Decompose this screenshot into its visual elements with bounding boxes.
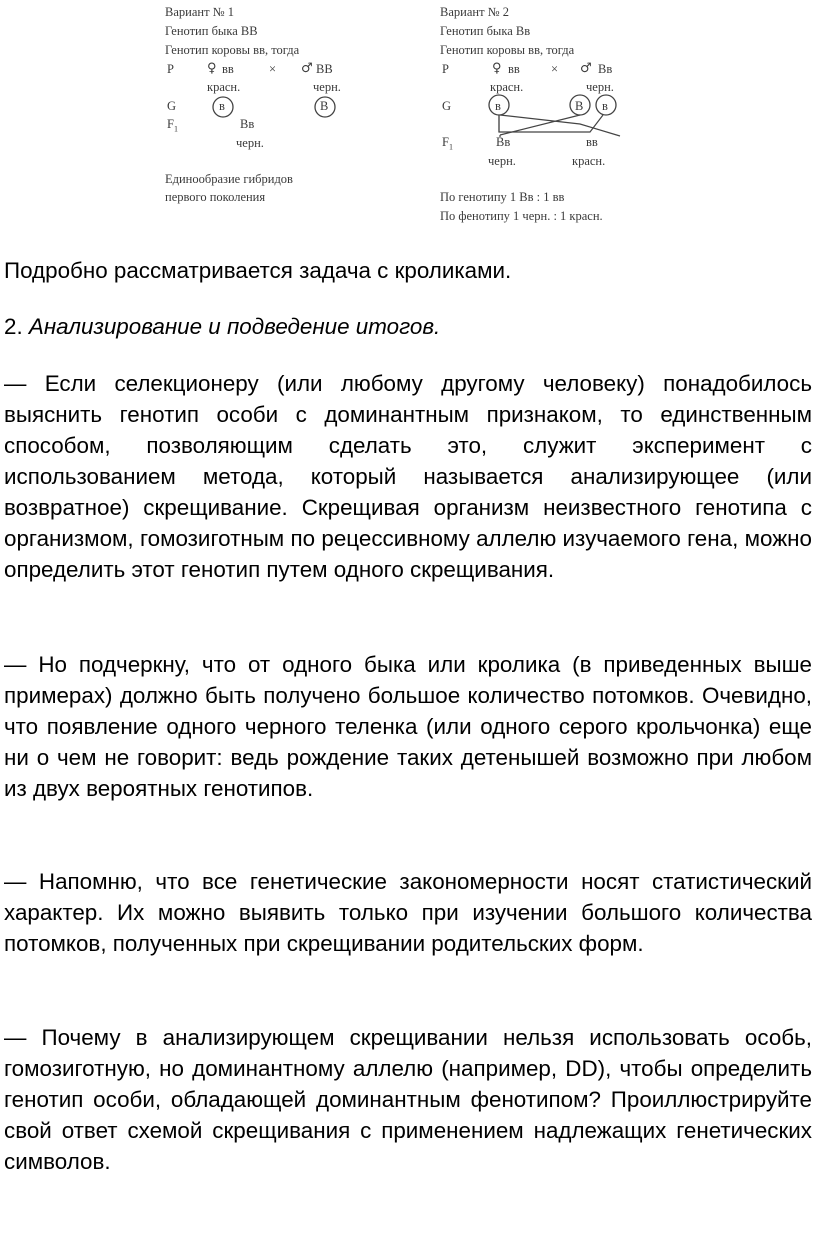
variant-2-male-genotype: Вв — [598, 62, 613, 76]
variant-2-f1-phenotype-1: черн. — [488, 154, 516, 168]
variant-2-p-label: P — [442, 62, 449, 76]
variant-2-f1-genotype-1: Вв — [496, 135, 511, 149]
variant-2-cow-genotype: Генотип коровы вв, тогда — [440, 43, 575, 57]
variant-1-conclusion-line-1: Единообразие гибридов — [165, 172, 293, 186]
male-symbol-icon: ♂ — [301, 61, 313, 76]
variant-1-cow-genotype: Генотип коровы вв, тогда — [165, 43, 300, 57]
variant-1-gamete-f: в — [219, 99, 225, 113]
paragraph-statistical-nature: — Напомню, что все генетические закономерности носят статистический характер. Их можно выявить только при изучении большого количества потомков, полученных при скрещивании родительских форм. — [4, 869, 812, 956]
section-heading-analysis — [4, 311, 812, 342]
genetics-cross-figure — [0, 0, 816, 240]
variant-2-gamete-m2: в — [602, 99, 608, 113]
variant-2-f1-label: $F_1$ — [442, 135, 453, 152]
variant-1-f1-label: $F_1$ — [167, 117, 178, 134]
variant-1-female-genotype: вв — [222, 62, 234, 76]
paragraph-question: — Почему в анализирующем скрещивании нельзя использовать особь, гомозиготную, но доминантному аллелю (например, DD), чтобы определить генотип особи, обладающей доминантным фенотипом? Проиллюстрируйте свой ответ схемой скрещивания с применением надлежащих генетических символов. — [4, 1025, 812, 1174]
variant-1-f1-phenotype: черн. — [236, 136, 264, 150]
variant-1-f1-genotype: Вв — [240, 117, 255, 131]
paragraph-many-offspring: — Но подчеркну, что от одного быка или кролика (в приведенных выше примерах) должно быть получено большое количество потомков. Очевидно, что появление одного черного теленка (или одного серого крольчонка) еще ни о чем не говорит: ведь рождение таких детенышей возможно при любом из двух вероятных генотипов. — [4, 652, 812, 801]
variant-2-bull-genotype: Генотип быка Вв — [440, 24, 531, 38]
variant-2-gamete-f: в — [495, 99, 501, 113]
variant-1-conclusion-line-2: первого поколения — [165, 190, 266, 204]
variant-1-g-label: G — [167, 99, 177, 113]
variant-2-male-phenotype: черн. — [586, 80, 614, 94]
female-symbol-icon: ♀ — [492, 61, 502, 76]
variant-2-f1-genotype-2: вв — [586, 135, 598, 149]
variant-2-female-genotype: вв — [508, 62, 520, 76]
variant-1-bull-genotype: Генотип быка ВВ — [165, 24, 258, 38]
variant-2-title: Вариант № 2 — [440, 5, 509, 19]
variant-2-g-label: G — [442, 99, 452, 113]
variant-1-gamete-m: В — [320, 99, 329, 113]
variant-2-f1-phenotype-2: красн. — [572, 154, 606, 168]
variant-1-title: Вариант № 1 — [165, 5, 234, 19]
section-title: Анализирование и подведение итогов. — [28, 314, 441, 339]
variant-2-female-phenotype: красн. — [490, 80, 524, 94]
variant-1-male-genotype: ВВ — [316, 62, 333, 76]
male-symbol-icon: ♂ — [580, 61, 592, 76]
female-symbol-icon: ♀ — [207, 61, 217, 76]
variant-2-phenotype-ratio: По фенотипу 1 черн. : 1 красн. — [440, 209, 603, 223]
variant-2-cross-sign: × — [551, 62, 559, 76]
section-number: 2. — [4, 314, 29, 339]
variant-1-cross-sign: × — [269, 62, 277, 76]
variant-1-female-phenotype: красн. — [207, 80, 241, 94]
variant-2-gamete-m1: В — [575, 99, 584, 113]
variant-2-genotype-ratio: По генотипу 1 Вв : 1 вв — [440, 190, 565, 204]
variant-1-p-label: P — [167, 62, 174, 76]
variant-1-male-phenotype: черн. — [313, 80, 341, 94]
paragraph-rabbits-task: Подробно рассматривается задача с кроликами. — [4, 258, 512, 283]
paragraph-test-cross: — Если селекционеру (или любому другому человеку) понадобилось выяснить генотип особи с доминантным признаком, то единственным способом, позволяющим сделать это, служит эксперимент с использованием метода, который называется анализирующее (или возвратное) скрещивание. Скрещивая организм неизвестного генотипа с организмом, гомозиготным по рецессивному аллелю изучаемого гена, можно определить этот генотип путем одного скрещивания. — [4, 371, 812, 582]
